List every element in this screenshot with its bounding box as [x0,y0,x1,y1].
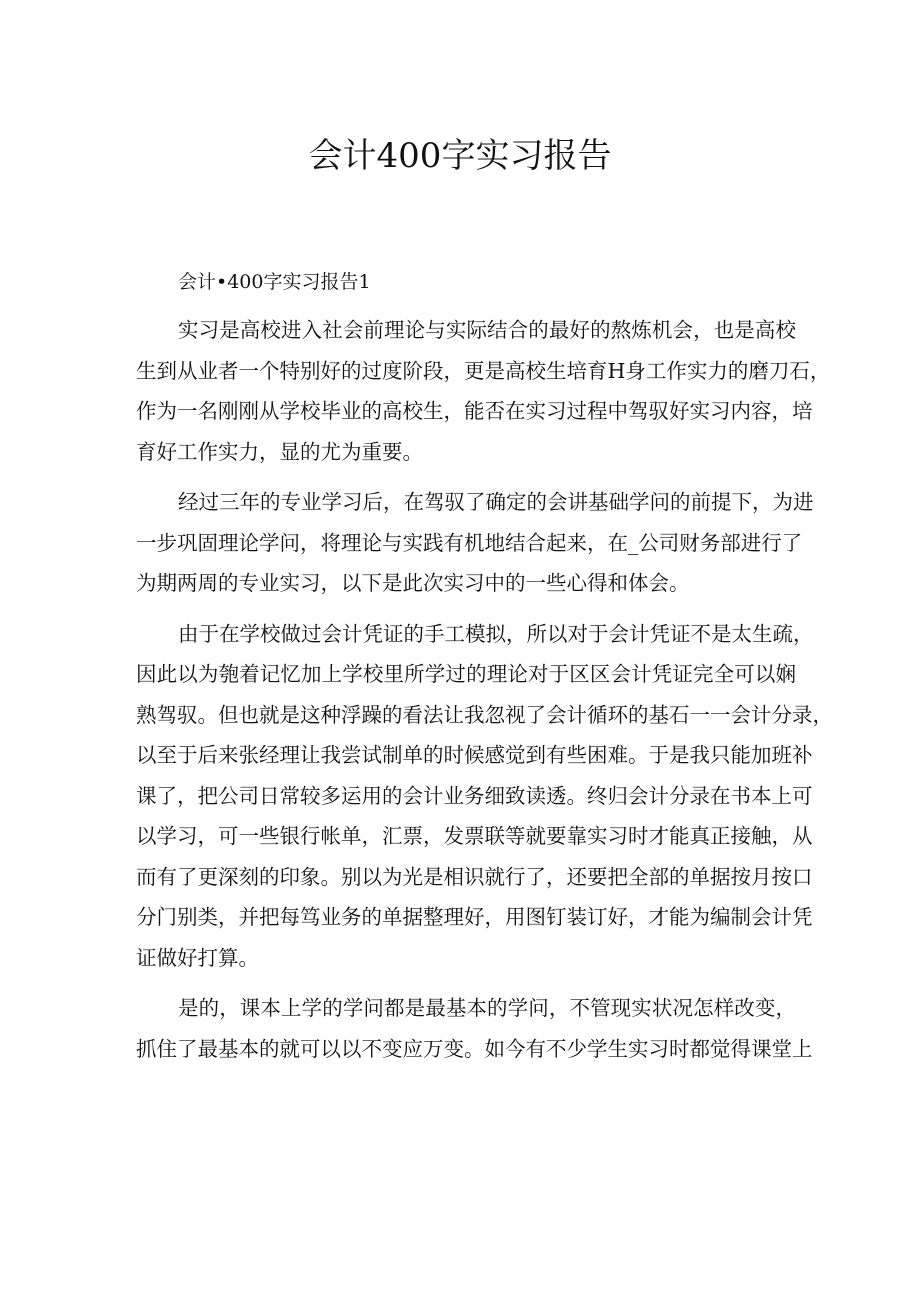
paragraph-line: 证做好打算。 [136,945,259,970]
paragraph-3 [136,614,833,979]
paragraph-line: 由于在学校做过会计凭证的手工模拟，所以对于会计凭证不是太生疏， [178,621,814,646]
paragraph-line: 一步巩固理论学问，将理论与实践有机地结合起来，在_公司财务部进行了 [136,530,803,555]
paragraph-line: 抓住了最基本的就可以以不变应万变。如今有不少学生实习时都觉得课堂上 [136,1036,813,1061]
paragraph-line: 以至于后来张经理让我尝试制单的时候感觉到有些困难。于是我只能加班补 [136,743,813,767]
paragraph-line: 熟驾驭。但也就是这种浮躁的看法让我忽视了会计循环的基石一一会计分录， [136,702,833,727]
paragraph-1 [136,310,831,472]
paragraph-line: 课了，把公司日常较多运用的会计业务细致读透。终归会计分录在书本上可 [136,783,813,808]
paragraph-line: 以学习，可一些银行帐单，汇票，发票联等就要靠实习时才能真正接触，从 [136,824,813,848]
paragraph-line: 作为一名刚刚从学校毕业的高校生，能否在实习过程中驾驭好实习内容，培 [136,399,813,423]
paragraph-4 [136,988,813,1069]
paragraph-line: 是的，课本上学的学问都是最基本的学问，不管现实状况怎样改变， [178,996,796,1020]
document-title: 会计400字实习报告 [308,136,612,176]
paragraph-line: 生到从业者一个特别好的过度阶段，更是高校生培育H身工作实力的磨刀石， [136,358,831,383]
paragraph-line: 育好工作实力，显的尤为重要。 [136,439,423,464]
paragraph-line: 因此以为匏着记忆加上学校里所学过的理论对于区区会计凭证完全可以娴 [136,662,796,686]
document-body [136,262,833,1079]
paragraph-line: 而有了更深刻的印象。别以为光是相识就行了，还要把全部的单据按月按口 [136,864,813,889]
section-heading: 会计•400字实习报告1 [178,271,371,293]
paragraph-line: 分门别类，并把每笃业务的单据整理好，用图钉装订好，才能为编制会计凭 [136,905,813,929]
paragraph-line: 为期两周的专业实习，以下是此次实习中的一些心得和体会。 [136,571,690,595]
paragraph-line: 实习是高校进入社会前理论与实际结合的最好的熬炼机会，也是高校 [178,318,796,342]
paragraph-line: 经过三年的专业学习后，在驾驭了确定的会讲基础学问的前提下，为进 [178,490,814,514]
paragraph-2 [136,482,814,604]
